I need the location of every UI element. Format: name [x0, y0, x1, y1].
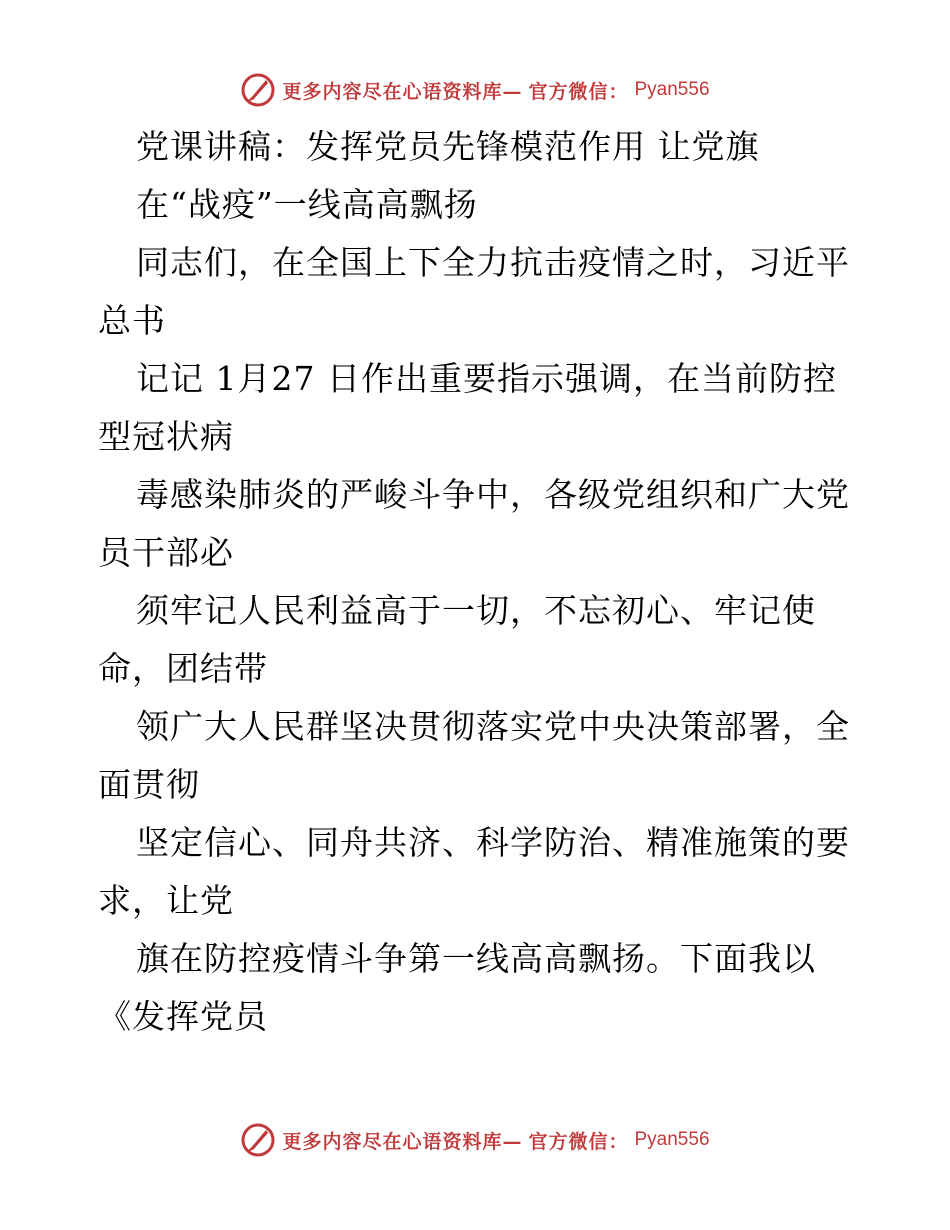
text-line: 总书 [98, 301, 166, 340]
quill-pen-icon [240, 72, 276, 108]
wechat-label: 官方微信： [528, 80, 629, 103]
wechat-id: Pyan556 [634, 1129, 710, 1150]
text-line: 坚定信心、同舟共济、科学防治、精准施策的要 [136, 823, 850, 862]
text-line: 求，让党 [98, 881, 234, 920]
wechat-id: Pyan556 [634, 79, 710, 100]
text-line: 《发挥党员 [98, 997, 268, 1036]
header-watermark-banner [0, 66, 950, 114]
footer-watermark-banner [0, 1116, 950, 1164]
document-body [98, 118, 858, 1046]
text-line: 领广大人民群坚决贯彻落实党中央决策部署，全 [136, 707, 850, 746]
text-line: 旗在防控疫情斗争第一线高高飘扬。下面我以 [136, 939, 816, 978]
text-line: 记记 1月27 日作出重要指示强调，在当前防控 [136, 359, 837, 398]
text-line: 毒感染肺炎的严峻斗争中，各级党组织和广大党 [136, 475, 850, 514]
text-line: 党课讲稿：发挥党员先锋模范作用 让党旗 [136, 127, 760, 166]
text-line: 面贯彻 [98, 765, 200, 804]
text-line: 须牢记人民利益高于一切，不忘初心、牢记使 [136, 591, 816, 630]
quill-pen-icon [240, 1122, 276, 1158]
wechat-label: 官方微信： [528, 1130, 629, 1153]
banner-text: 更多内容尽在心语资料库— [282, 1130, 523, 1153]
text-line: 在“战疫”一线高高飘扬 [136, 185, 478, 224]
banner-text: 更多内容尽在心语资料库— [282, 80, 523, 103]
text-line: 员干部必 [98, 533, 234, 572]
text-line: 同志们，在全国上下全力抗击疫情之时，习近平 [136, 243, 850, 282]
text-line: 型冠状病 [98, 417, 234, 456]
text-line: 命，团结带 [98, 649, 268, 688]
